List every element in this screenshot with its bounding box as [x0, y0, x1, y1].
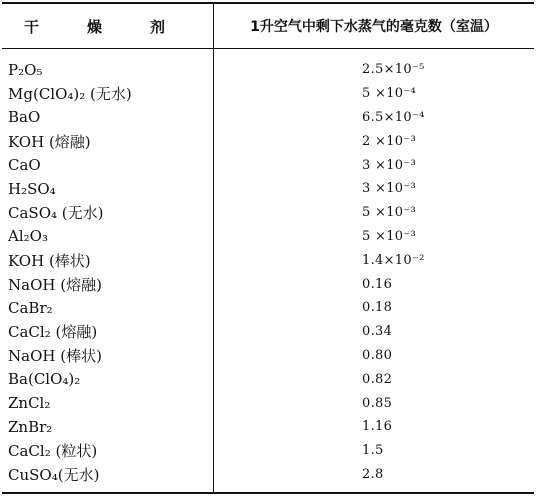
- table-row: [2, 463, 534, 487]
- table-body: [2, 58, 534, 486]
- residual-water-value: 1.5: [362, 443, 384, 459]
- desiccant-name: H₂SO₄: [8, 179, 56, 198]
- table-row: [2, 82, 534, 106]
- residual-water-value: 3 ×10⁻³: [362, 181, 417, 197]
- table-row: [2, 106, 534, 130]
- residual-water-value: 2.5×10⁻⁵: [362, 62, 425, 78]
- desiccant-name: ZnBr₂: [8, 417, 53, 436]
- residual-water-value: 0.16: [362, 276, 393, 292]
- residual-water-value: 6.5×10⁻⁴: [362, 109, 425, 125]
- table-row: [2, 391, 534, 415]
- desiccant-name: NaOH (熔融): [8, 275, 102, 294]
- table-row: [2, 201, 534, 225]
- residual-water-value: 0.80: [362, 347, 393, 363]
- desiccant-name: ZnCl₂: [8, 394, 51, 413]
- residual-water-value: 0.85: [362, 395, 393, 411]
- table-row: [2, 439, 534, 463]
- residual-water-value: 2.8: [362, 466, 384, 482]
- desiccant-table: [2, 2, 534, 494]
- table-row: [2, 225, 534, 249]
- header-desiccant: [2, 4, 213, 48]
- residual-water-value: 2 ×10⁻³: [362, 133, 417, 149]
- residual-water-value: 0.18: [362, 300, 393, 316]
- desiccant-name: NaOH (棒状): [8, 346, 102, 365]
- table-row: [2, 272, 534, 296]
- table-row: [2, 296, 534, 320]
- desiccant-name: CaO: [8, 156, 41, 175]
- header-desiccant-char-1: 干: [24, 17, 40, 36]
- residual-water-value: 5 ×10⁻⁴: [362, 86, 417, 102]
- table-row: [2, 129, 534, 153]
- residual-water-value: 5 ×10⁻³: [362, 228, 417, 244]
- header-desiccant-char-3: 剂: [149, 17, 165, 36]
- table-row: [2, 153, 534, 177]
- table-row: [2, 58, 534, 82]
- residual-water-value: 5 ×10⁻³: [362, 205, 417, 221]
- desiccant-name: CaBr₂: [8, 298, 53, 317]
- header-residual-water: 1升空气中剩下水蒸气的毫克数（室温）: [250, 19, 498, 35]
- desiccant-name: KOH (棒状): [8, 251, 91, 270]
- table-row: [2, 177, 534, 201]
- table-row: [2, 415, 534, 439]
- desiccant-name: CaCl₂ (粒状): [8, 442, 98, 461]
- residual-water-value: 1.4×10⁻²: [362, 252, 425, 268]
- desiccant-name: Al₂O₃: [8, 227, 48, 246]
- table-row: [2, 367, 534, 391]
- table-row: [2, 320, 534, 344]
- desiccant-name: CuSO₄(无水): [8, 465, 100, 484]
- residual-water-value: 0.34: [362, 324, 393, 340]
- residual-water-value: 0.82: [362, 371, 393, 387]
- table-row: [2, 248, 534, 272]
- desiccant-name: CaSO₄ (无水): [8, 204, 104, 223]
- header-desiccant-char-2: 燥: [86, 17, 102, 36]
- desiccant-name: P₂O₅: [8, 60, 43, 79]
- residual-water-value: 1.16: [362, 419, 393, 435]
- table-row: [2, 344, 534, 368]
- header-rule: [2, 48, 534, 49]
- desiccant-name: Mg(ClO₄)₂ (无水): [8, 85, 132, 104]
- desiccant-name: CaCl₂ (熔融): [8, 323, 98, 342]
- desiccant-name: KOH (熔融): [8, 132, 91, 151]
- residual-water-value: 3 ×10⁻³: [362, 157, 417, 173]
- desiccant-name: Ba(ClO₄)₂: [8, 370, 81, 389]
- desiccant-name: BaO: [8, 108, 41, 127]
